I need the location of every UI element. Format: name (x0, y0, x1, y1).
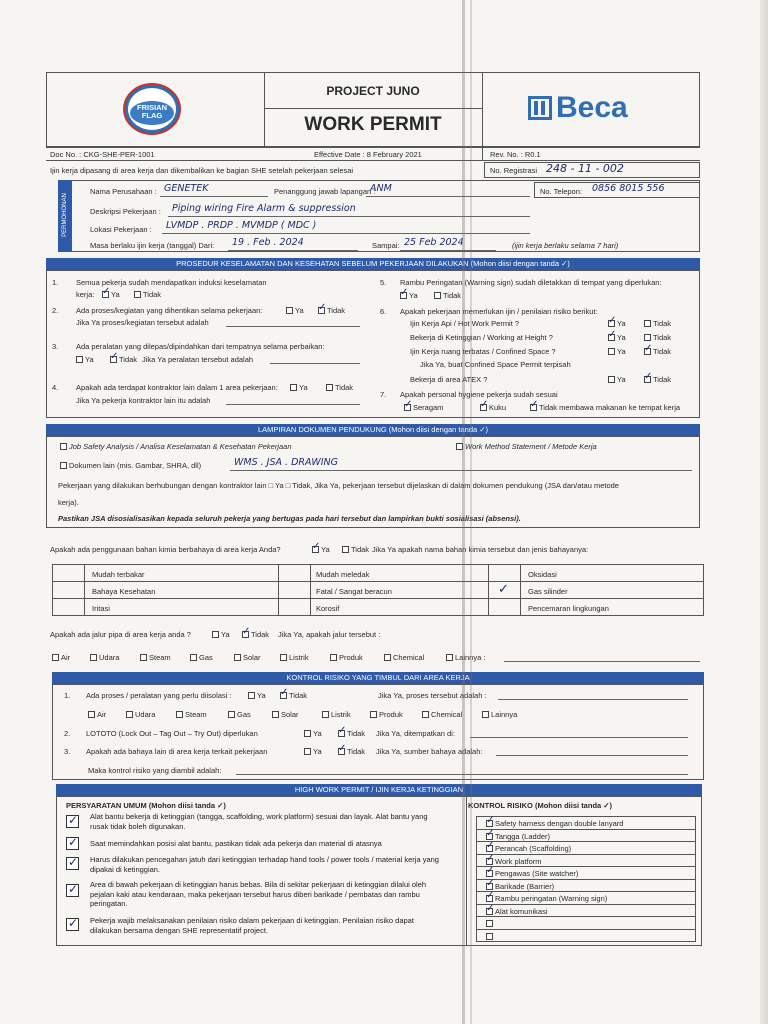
sampai-value[interactable]: 25 Feb 2024 (404, 237, 464, 248)
kimia-cell: Pencemaran lingkungan (528, 604, 609, 613)
prosedur-item-1: Semua pekerja sudah mendapatkan induksi keselamatan (76, 278, 267, 287)
prosedur-item-5: Rambu Peringatan (Warning sign) sudah diletakkan di tempat yang diperlukan: (400, 278, 662, 287)
rambu-tidak-checkbox[interactable]: Tidak (434, 291, 461, 300)
control-item[interactable]: Tangga (Ladder) (486, 832, 550, 841)
perusahaan-value[interactable]: GENETEK (164, 183, 209, 194)
isolasi-option[interactable]: Lainnya (482, 710, 517, 719)
induksi-ya-checkbox[interactable]: Ya (102, 290, 120, 299)
bahaya-tidak-checkbox[interactable]: Tidak (338, 747, 365, 756)
kimia-cell: Mudah terbakar (92, 570, 145, 579)
wms-checkbox[interactable]: Work Method Statement / Metode Kerja (456, 442, 597, 451)
revision-number: Rev. No. : R0.1 (490, 150, 541, 159)
pipa-tidak-checkbox[interactable]: Tidak (242, 630, 269, 639)
dokumen-lain-checkbox[interactable]: Dokumen lain (mis. Gambar, SHRA, dll) (60, 461, 201, 470)
isolasi-option[interactable]: Gas (228, 710, 251, 719)
peralatan-tidak-checkbox[interactable]: Tidak (110, 355, 137, 364)
requirement-text: Area di bawah pekerjaan di ketinggian harus bebas. Bila di sekitar pekerjaan di ketinggian dilalui oleh pejalan kaki atau kendaraan, maka pekerjaan tersebut harus diberi barikade / pembatas dan rambu peringatan. (90, 880, 427, 908)
kimia-cell: Bahaya Kesehatan (92, 587, 156, 596)
requirement-text: Saat memindahkan posisi alat bantu, pastikan tidak ada pekerja dan material di atasnya (90, 839, 382, 848)
kontraktor-ya-checkbox[interactable]: Ya (290, 383, 308, 392)
rambu-ya-checkbox[interactable]: Ya (400, 291, 418, 300)
lokasi-label: Lokasi Pekerjaan : (90, 225, 152, 234)
proses-ya-checkbox[interactable]: Ya (286, 306, 304, 315)
kontraktor-note: Pekerjaan yang dilakukan berhubungan dengan kontraktor lain □ Ya □ Tidak, Jika Ya, pekerjaan tersebut dijelaskan di dalam dokumen pendukung (JSA dan/atau metode (58, 481, 619, 490)
pipa-option[interactable]: Solar (234, 653, 261, 662)
jsa-reminder: Pastikan JSA disosialisasikan kepada seluruh pekerja yang bertugas pada hari tersebut dan lampirkan bukti sosialisasi (absensi). (58, 514, 521, 523)
lototo-tidak-checkbox[interactable]: Tidak (338, 729, 365, 738)
makanan-checkbox[interactable]: Tidak membawa makanan ke tempat kerja (530, 403, 680, 412)
masa-note: (ijin kerja berlaku selama 7 hari) (512, 241, 619, 250)
document-title: WORK PERMIT (304, 114, 442, 135)
permohonan-side-label: PERMOHONAN (58, 180, 72, 252)
kimia-ya-checkbox[interactable]: Ya (312, 545, 330, 554)
prosedur-item-7: Apakah personal hygiene pekerja sudah sesuai (400, 390, 558, 399)
pipa-option[interactable]: Steam (140, 653, 171, 662)
requirement-text: Pekerja wajib melaksanakan penilaian risiko dalam pekerjaan di ketinggian. Penilaian risiko dapat dilakukan bersama dengan SHE representatif project. (90, 916, 414, 935)
beca-logo (528, 92, 658, 126)
isolasi-option[interactable]: Listrik (322, 710, 351, 719)
isolasi-option[interactable]: Air (88, 710, 106, 719)
height-ya-checkbox[interactable]: Ya (608, 333, 626, 342)
prosedur-header: PROSEDUR KESELAMATAN DAN KESEHATAN SEBELUM PEKERJAAN DILAKUKAN (Mohon diisi dengan tanda ✓) (46, 258, 700, 270)
dokumen-lain-value[interactable]: WMS . JSA . DRAWING (234, 457, 338, 468)
lototo-ya-checkbox[interactable]: Ya (304, 729, 322, 738)
isolasi-option[interactable]: Solar (272, 710, 299, 719)
height-tidak-checkbox[interactable]: Tidak (644, 333, 671, 342)
isolasi-option[interactable]: Produk (370, 710, 403, 719)
deskripsi-label: Deskripsi Pekerjaan : (90, 207, 161, 216)
kimia-cell: Fatal / Sangat beracun (316, 587, 392, 596)
isolasi-tidak-checkbox[interactable]: Tidak (280, 691, 307, 700)
registrasi-value[interactable]: 248 - 11 - 002 (546, 162, 624, 175)
kontrol-item-3: Apakah ada bahaya lain di area kerja terkait pekerjaan (86, 747, 268, 756)
perusahaan-label: Nama Perusahaan : (90, 187, 157, 196)
pipa-option[interactable]: Chemical (384, 653, 424, 662)
peralatan-ya-checkbox[interactable]: Ya (76, 355, 94, 364)
telepon-label: No. Telepon: (540, 187, 582, 196)
work-permit-page: FRISIAN FLAG PROJECT JUNO WORK PERMIT Beca Doc No. : CKG-SHE-PER-1001 Effective Date : 8 February 2021 Rev. No. : R0.1 Ijin kerja dipasang di area kerja dan dikembalikan ke bagian SHE setelah pekerjaan selesai No. Registrasi 248 - 11 - 002 PERMOHONAN Nama Perusahaan : GENETEK Penanggung jawab lapangan : ANM No. Telepon: 0856 8015 556 Deskripsi Pekerjaan : Piping wiring Fire Alarm & suppression Lokasi Pekerjaan : LVMDP . PRDP . MVMDP ( MDC ) Masa berlaku ijin kerja (tanggal) Dari: 19 . Feb . 2024 Sampai: 25 Feb 2024 (ijin kerja berlaku selama 7 hari) PROSEDUR KESELAMATAN DAN KESEHATAN SEBELUM PEKERJAAN DILAKUKAN (Mohon diisi dengan tanda ✓) 1. Semua pekerja sudah mendapatkan induksi keselamatan kerja: Ya ✓ Tidak 2. Ada proses/kegiatan yang dihentikan selama pekerjaan: Ya Tidak ✓ Jika Ya proses/kegiatan tersebut adalah 3. Ada peralatan yang dilepas/dipindahkan dari tempatnya selama perbaikan: Ya Tidak ✓ Jika Ya peralatan tersebut adalah 4. Apakah ada terdapat kontraktor lain dalam 1 area pekerjaan: Ya Tidak Jika Ya pekerja kontraktor lain itu adalah 5. Rambu Peringatan (Warning sign) sudah diletakkan di tempat yang diperlukan: Ya ✓ Tidak 6. Apakah pekerjaan memerlukan ijin / penilaian risiko berikut: Ijin Kerja Api / Hot Work Permit ? Bekerja di Ketinggian / Working at Height ? Ijin Kerja ruang terbatas / Confined Space ? Jika Ya, buat Confined Space Permit terpisah Bekerja di area ATEX ? Ya ✓ Tidak Ya ✓ Tidak Ya Tidak ✓ Ya Tidak ✓ 7. Apakah personal hygiene pekerja sudah sesuai Seragam ✓ Kuku ✓ Tidak membawa makanan ke tempat kerja ✓ LAMPIRAN DOKUMEN PENDUKUNG (Mohon diisi dengan tanda ✓) Job Safety Analysis / Analisa Keselamatan & Kesehatan Pekerjaan Work Method Statement / Metode Kerja Dokumen lain (mis. Gambar, SHRA, dll) WMS . JSA . DRAWING Pekerjaan yang dilakukan berhubungan dengan kontraktor lain □ Ya □ Tidak, Jika Ya, pekerjaan tersebut dijelaskan di dalam dokumen pendukung (JSA dan/atau metode kerja). Pastikan JSA disosialisasikan kepada seluruh pekerja yang bertugas pada hari tersebut dan lampirkan bukti sosialisasi (absensi). Apakah ada penggunaan bahan kimia berbahaya di area kerja Anda? Ya ✓ Tidak Jika Ya apakah nama bahan kimia tersebut dan jenis bahayanya: Mudah terbakar Mudah meledak Oksidasi Bahaya Kesehatan Fatal / Sangat beracun ✓ Gas silinder Iritasi Korosif Pencemaran lingkungan Apakah ada jalur pipa di area kerja anda ? Ya Tidak ✓ Jika Ya, apakah jalur tersebut : Air Udara Steam Gas Solar Listrik Produk Chemical Lainnya : KONTROL RISIKO YANG TIMBUL DARI AREA KERJA 1. Ada proses / peralatan yang perlu diisolasi : Ya Tidak ✓ Jika Ya, proses tersebut adalah : Air Udara Steam Gas Solar Listrik Produk Chemical Lainnya 2. LOTOTO (Lock Out – Tag Out – Try Out) diperlukan Ya Tidak ✓ Jika Ya, ditempatkan di: 3. Apakah ada bahaya lain di area kerja terkait pekerjaan Ya Tidak ✓ Jika Ya, sumber bahaya adalah: Maka kontrol risiko yang diambil adalah: HIGH WORK PERMIT / IJIN KERJA KETINGGIAN PERSYARATAN UMUM (Mohon diisi tanda ✓) KONTROL RISIKO (Mohon diisi tanda ✓) ✓ Alat bantu bekerja di ketinggian (tangga, scaffolding, work platform) sesuai dan layak. Alat bantu yang rusak tidak boleh digunakan. ✓ Saat memindahkan posisi alat bantu, pastikan tidak ada pekerja dan material di atasnya ✓ Harus dilakukan pencegahan jatuh dari ketinggian terhadap hand tools / power tools / material kerja yang dipakai di ketinggian. ✓ Area di bawah pekerjaan di ketinggian harus bebas. Bila di sekitar pekerjaan di ketinggian dilalui oleh pejalan kaki atau kendaraan, maka pekerjaan tersebut harus diberi barikade / pembatas dan rambu peringatan. ✓ Pekerja wajib melaksanakan penilaian risiko dalam pekerjaan di ketinggian. Penilaian risiko dapat dilakukan bersama dengan SHE representatif project. Safety harness dengan double lanyard ✓ Tangga (Ladder) ✓ Perancah (Scaffolding) ✓ Work platform ✓ Pengawas (Site watcher) ✓ Barikade (Barrier) ✓ Rambu peringatan (Warning sign) ✓ Alat komunikasi ✓ (0, 0, 768, 1024)
beca-logo-icon (528, 96, 552, 120)
prosedur-item-3: Ada peralatan yang dilepas/dipindahkan dari tempatnya selama perbaikan: (76, 342, 325, 351)
kimia-cell: Korosif (316, 604, 340, 613)
kontraktor-tidak-checkbox[interactable]: Tidak (326, 383, 353, 392)
control-item[interactable] (486, 932, 495, 941)
masa-label: Masa berlaku ijin kerja (tanggal) Dari: (90, 241, 215, 250)
scan-fold-line (470, 0, 472, 1024)
telepon-value[interactable]: 0856 8015 556 (592, 183, 665, 194)
beca-logo-text: Beca (556, 91, 628, 124)
pj-value[interactable]: ANM (370, 183, 392, 194)
atex-ya-checkbox[interactable]: Ya (608, 375, 626, 384)
kontrol-risiko-title: KONTROL RISIKO (Mohon diisi tanda ✓) (468, 801, 613, 810)
control-item[interactable]: Barikade (Barrier) (486, 882, 554, 891)
requirement-text: Alat bantu bekerja di ketinggian (tangga, scaffolding, work platform) sesuai dan layak. Alat bantu yang rusak tidak boleh digunakan. (90, 812, 428, 831)
kimia-cell: Gas silinder (528, 587, 568, 596)
cs-tidak-checkbox[interactable]: Tidak (644, 347, 671, 356)
control-item[interactable]: Work platform (486, 857, 542, 866)
registrasi-label: No. Registrasi (490, 166, 538, 175)
pipa-option[interactable]: Gas (190, 653, 213, 662)
isolasi-option[interactable]: Chemical (422, 710, 462, 719)
seragam-checkbox[interactable]: Seragam (404, 403, 443, 412)
pipa-option[interactable]: Listrik (280, 653, 309, 662)
kimia-cell: Mudah meledak (316, 570, 370, 579)
high-work-header: HIGH WORK PERMIT / IJIN KERJA KETINGGIAN (56, 784, 702, 796)
effective-date: Effective Date : 8 February 2021 (314, 150, 422, 159)
bahaya-ya-checkbox[interactable]: Ya (304, 747, 322, 756)
logo-text: FRISIAN FLAG (137, 103, 167, 120)
pipa-option[interactable]: Udara (90, 653, 119, 662)
frisian-flag-logo (122, 82, 182, 136)
hotwork-tidak-checkbox[interactable]: Tidak (644, 319, 671, 328)
doc-number: Doc No. : CKG-SHE-PER-1001 (50, 150, 155, 159)
kimia-cell: Iritasi (92, 604, 110, 613)
kontrol-item-4: Maka kontrol risiko yang diambil adalah: (88, 766, 222, 775)
scan-edge (760, 0, 768, 1024)
proses-tidak-checkbox[interactable]: Tidak (318, 306, 345, 315)
jsa-checkbox[interactable]: Job Safety Analysis / Analisa Keselamatan & Kesehatan Pekerjaan (60, 442, 292, 451)
prosedur-item-6: Apakah pekerjaan memerlukan ijin / penilaian risiko berikut: (400, 307, 598, 316)
control-item[interactable]: Perancah (Scaffolding) (486, 844, 571, 853)
sampai-label: Sampai: (372, 241, 400, 250)
requirement-text: Harus dilakukan pencegahan jatuh dari ketinggian terhadap hand tools / power tools / material kerja yang dipakai di ketinggian. (90, 855, 439, 874)
isolasi-option[interactable]: Steam (176, 710, 207, 719)
kimia-tidak-checkbox[interactable]: Tidak (342, 545, 369, 554)
isolasi-option[interactable]: Udara (126, 710, 155, 719)
lokasi-value[interactable]: LVMDP . PRDP . MVMDP ( MDC ) (166, 220, 317, 231)
cs-ya-checkbox[interactable]: Ya (608, 347, 626, 356)
pipa-question: Apakah ada jalur pipa di area kerja anda ? (50, 630, 191, 639)
prosedur-item-2: Ada proses/kegiatan yang dihentikan selama pekerjaan: (76, 306, 263, 315)
pipa-option[interactable]: Air (52, 653, 70, 662)
lampiran-header: LAMPIRAN DOKUMEN PENDUKUNG (Mohon diisi dengan tanda ✓) (46, 424, 700, 436)
control-item[interactable]: Pengawas (Site watcher) (486, 869, 578, 878)
pj-label: Penanggung jawab lapangan : (274, 187, 376, 196)
masa-dari-value[interactable]: 19 . Feb . 2024 (232, 237, 304, 248)
scan-fold-line (462, 0, 465, 1024)
gas-silinder-check[interactable]: ✓ (498, 581, 509, 596)
control-item[interactable]: Safety harness dengan double lanyard (486, 819, 623, 828)
pipa-option[interactable]: Lainnya : (446, 653, 485, 662)
control-item[interactable]: Alat komunikasi (486, 907, 548, 916)
kontrol-header: KONTROL RISIKO YANG TIMBUL DARI AREA KERJA (52, 672, 704, 684)
project-name: PROJECT JUNO (326, 84, 420, 98)
induksi-tidak-checkbox[interactable]: Tidak (134, 290, 161, 299)
hotwork-ya-checkbox[interactable]: Ya (608, 319, 626, 328)
deskripsi-value[interactable]: Piping wiring Fire Alarm & suppression (172, 203, 356, 214)
control-item[interactable] (486, 919, 495, 928)
kontrol-item-1: Ada proses / peralatan yang perlu diisolasi : (86, 691, 232, 700)
prosedur-item-4: Apakah ada terdapat kontraktor lain dalam 1 area pekerjaan: (76, 383, 278, 392)
atex-tidak-checkbox[interactable]: Tidak (644, 375, 671, 384)
pipa-option[interactable]: Produk (330, 653, 363, 662)
kuku-checkbox[interactable]: Kuku (480, 403, 506, 412)
pipa-ya-checkbox[interactable]: Ya (212, 630, 230, 639)
kontrol-item-2: LOTOTO (Lock Out – Tag Out – Try Out) diperlukan (86, 729, 258, 738)
persyaratan-title: PERSYARATAN UMUM (Mohon diisi tanda ✓) (66, 801, 226, 810)
control-item[interactable]: Rambu peringatan (Warning sign) (486, 894, 607, 903)
kimia-question: Apakah ada penggunaan bahan kimia berbahaya di area kerja Anda? (50, 545, 281, 554)
isolasi-ya-checkbox[interactable]: Ya (248, 691, 266, 700)
kimia-cell: Oksidasi (528, 570, 557, 579)
ijin-note: Ijin kerja dipasang di area kerja dan dikembalikan ke bagian SHE setelah pekerjaan selesai (50, 166, 354, 175)
